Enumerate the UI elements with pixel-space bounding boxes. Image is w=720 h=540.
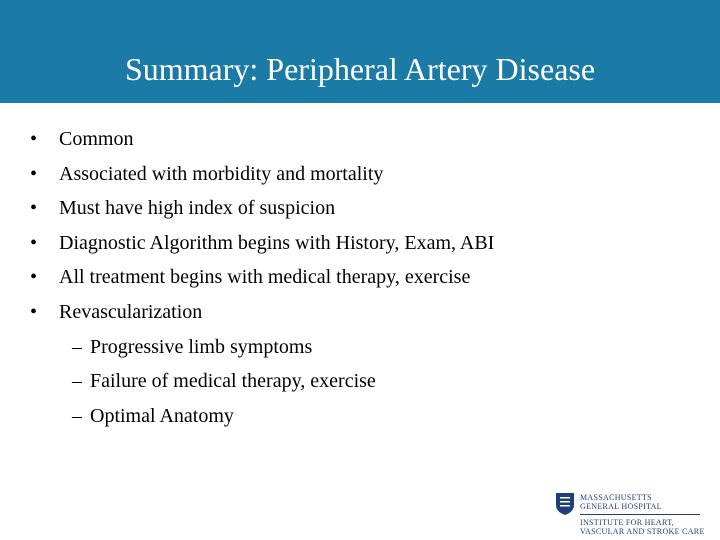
bullet-dot: • [30, 128, 38, 150]
sub-bullet-text: Optimal Anatomy [90, 405, 234, 427]
shield-icon [555, 492, 575, 516]
bullet-dot: • [30, 197, 38, 219]
dash-marker: – [72, 336, 82, 358]
logo-line-1: MASSACHUSETTS [580, 493, 652, 502]
sub-bullet-item [0, 369, 720, 393]
bullet-item [0, 127, 720, 151]
sub-bullet-item [0, 404, 720, 428]
sub-bullet-text: Failure of medical therapy, exercise [90, 370, 376, 392]
bullet-text: All treatment begins with medical therapy, exercise [59, 266, 471, 288]
bullet-text: Associated with morbidity and mortality [59, 163, 384, 185]
bullet-dot: • [30, 301, 38, 323]
bullet-item [0, 265, 720, 289]
logo-line-4: VASCULAR AND STROKE CARE [580, 527, 705, 536]
bullet-item [0, 231, 720, 255]
logo-line-2: GENERAL HOSPITAL [580, 502, 662, 511]
logo-divider [580, 514, 700, 515]
bullet-item [0, 196, 720, 220]
bullet-item [0, 162, 720, 186]
slide-title: Summary: Peripheral Artery Disease [124, 51, 596, 87]
bullet-text: Diagnostic Algorithm begins with History, Exam, ABI [59, 232, 495, 254]
hospital-logo [555, 492, 715, 538]
logo-line-3: INSTITUTE FOR HEART, [580, 518, 675, 527]
sub-bullet-item [0, 335, 720, 359]
dash-marker: – [72, 405, 82, 427]
bullet-dot: • [30, 266, 38, 288]
bullet-item [0, 300, 720, 324]
sub-bullet-text: Progressive limb symptoms [90, 336, 313, 358]
dash-marker: – [72, 370, 82, 392]
bullet-text: Common [59, 128, 134, 150]
bullet-text: Revascularization [59, 301, 203, 323]
bullet-dot: • [30, 232, 38, 254]
bullet-text: Must have high index of suspicion [59, 197, 336, 219]
bullet-dot: • [30, 163, 38, 185]
